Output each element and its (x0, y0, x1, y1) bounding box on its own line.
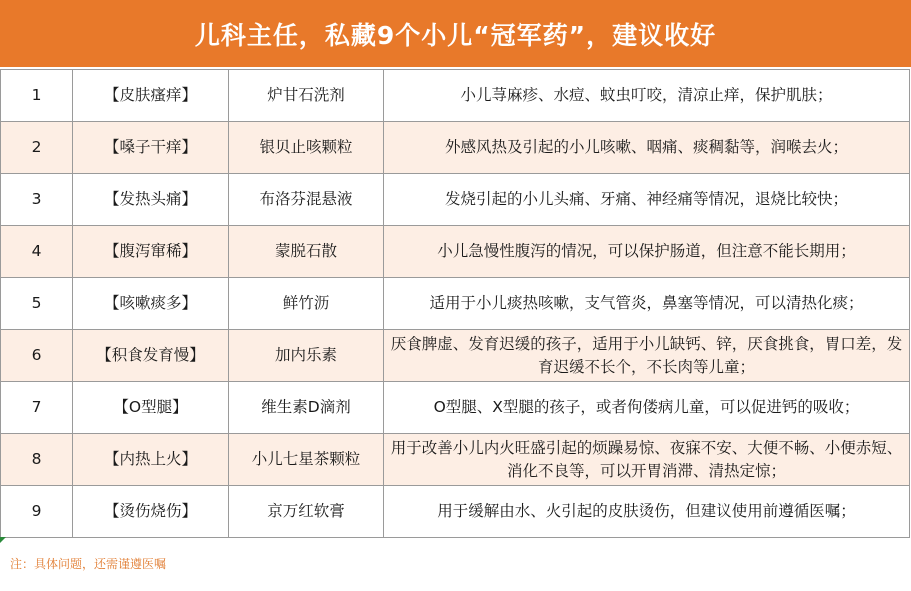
row-number: 4 (1, 226, 73, 278)
table-row (1, 278, 910, 330)
medicine-name: 京万红软膏 (229, 486, 384, 538)
medicine-name: 银贝止咳颗粒 (229, 122, 384, 174)
medicine-description: 发烧引起的小儿头痛、牙痛、神经痛等情况，退烧比较快； (384, 174, 910, 226)
medicine-name: 加内乐素 (229, 330, 384, 382)
row-number: 2 (1, 122, 73, 174)
row-number: 8 (1, 434, 73, 486)
row-number: 1 (1, 70, 73, 122)
row-number: 5 (1, 278, 73, 330)
table-row (1, 382, 910, 434)
medicine-name: 鲜竹沥 (229, 278, 384, 330)
table-row (1, 122, 910, 174)
corner-marker (0, 537, 6, 543)
row-number: 6 (1, 330, 73, 382)
symptom-category: 【烫伤烧伤】 (73, 486, 229, 538)
medicine-name: 炉甘石洗剂 (229, 70, 384, 122)
symptom-category: 【皮肤瘙痒】 (73, 70, 229, 122)
table-row (1, 70, 910, 122)
medicine-name: 维生素D滴剂 (229, 382, 384, 434)
symptom-category: 【积食发育慢】 (73, 330, 229, 382)
medicine-name: 布洛芬混悬液 (229, 174, 384, 226)
medicine-name: 小儿七星茶颗粒 (229, 434, 384, 486)
symptom-category: 【腹泻窜稀】 (73, 226, 229, 278)
medicine-description: 适用于小儿痰热咳嗽，支气管炎，鼻塞等情况，可以清热化痰； (384, 278, 910, 330)
footer-note: 注：具体问题，还需谨遵医嘱 (10, 557, 167, 571)
row-number: 3 (1, 174, 73, 226)
table-row (1, 330, 910, 382)
symptom-category: 【发热头痛】 (73, 174, 229, 226)
medicine-description: 小儿急慢性腹泻的情况，可以保护肠道，但注意不能长期用； (384, 226, 910, 278)
table-row (1, 486, 910, 538)
medicine-description: 用于改善小儿内火旺盛引起的烦躁易惊、夜寐不安、大便不畅、小便赤短、消化不良等，可以开胃消滞、清热定惊； (384, 434, 910, 486)
medicine-description: O型腿、X型腿的孩子，或者佝偻病儿童，可以促进钙的吸收； (384, 382, 910, 434)
medicine-table (0, 69, 910, 538)
table-row (1, 434, 910, 486)
page-title: 儿科主任，私藏9个小儿“冠军药”，建议收好 (0, 0, 911, 67)
medicine-name: 蒙脱石散 (229, 226, 384, 278)
medicine-description: 厌食脾虚、发育迟缓的孩子，适用于小儿缺钙、锌，厌食挑食，胃口差，发育迟缓不长个，不长肉等儿童； (384, 330, 910, 382)
medicine-description: 小儿荨麻疹、水痘、蚊虫叮咬，清凉止痒，保护肌肤； (384, 70, 910, 122)
row-number: 9 (1, 486, 73, 538)
symptom-category: 【嗓子干痒】 (73, 122, 229, 174)
medicine-description: 用于缓解由水、火引起的皮肤烫伤，但建议使用前遵循医嘱； (384, 486, 910, 538)
table-row (1, 226, 910, 278)
symptom-category: 【咳嗽痰多】 (73, 278, 229, 330)
symptom-category: 【O型腿】 (73, 382, 229, 434)
table-row (1, 174, 910, 226)
medicine-description: 外感风热及引起的小儿咳嗽、咽痛、痰稠黏等，润喉去火； (384, 122, 910, 174)
row-number: 7 (1, 382, 73, 434)
symptom-category: 【内热上火】 (73, 434, 229, 486)
